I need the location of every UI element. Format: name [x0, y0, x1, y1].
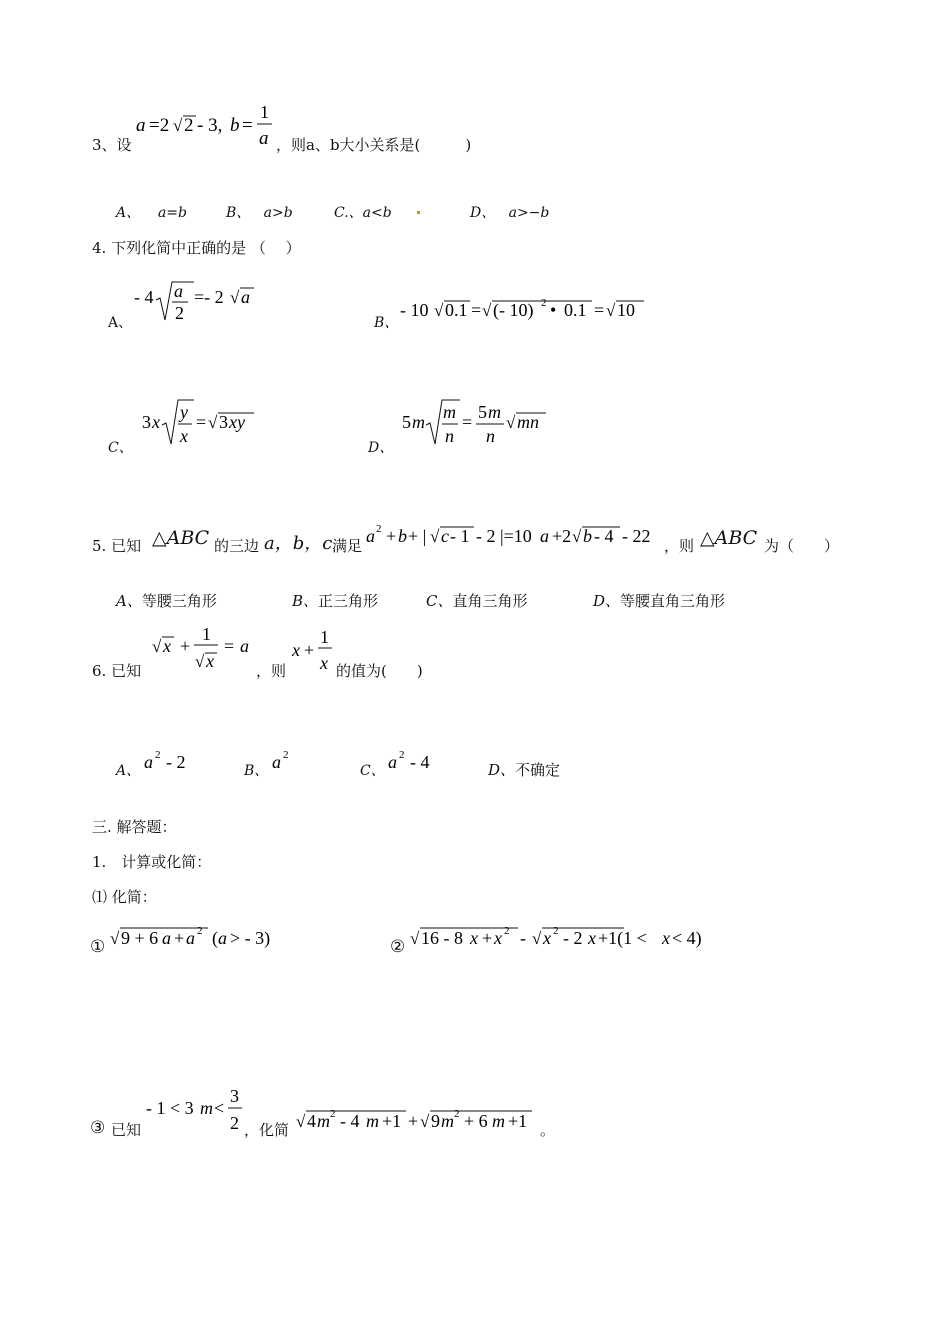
- svg-text:2: 2: [184, 115, 194, 136]
- q3-option-d: D、 a>−b: [470, 205, 550, 221]
- q6-then: ，则: [256, 662, 287, 680]
- q5-then: ，则: [664, 537, 695, 555]
- q6-tail: 的值为( ): [336, 662, 423, 680]
- svg-text:√: √: [430, 527, 440, 546]
- svg-text:a: a: [162, 928, 171, 948]
- q5-mid: 的三边: [214, 537, 260, 555]
- q6-given: [150, 622, 260, 678]
- svg-text:- 3,: - 3,: [197, 115, 223, 136]
- problem-3-expr: [294, 1102, 544, 1136]
- svg-text:+: +: [386, 526, 397, 546]
- svg-text:y: y: [180, 402, 188, 422]
- svg-text:mn: mn: [517, 412, 539, 432]
- svg-text:=: =: [594, 300, 605, 320]
- svg-text:- 4: - 4: [340, 1111, 360, 1131]
- svg-text:x: x: [470, 928, 478, 948]
- svg-text:5: 5: [478, 402, 487, 422]
- q6-option-c-formula: [386, 748, 446, 774]
- svg-text:√: √: [572, 527, 582, 546]
- svg-text:3: 3: [142, 412, 151, 432]
- svg-text:a: a: [186, 928, 195, 948]
- svg-text:2: 2: [175, 303, 184, 323]
- svg-text:a: a: [218, 928, 227, 948]
- q5-triangle-repeat: △ABC: [700, 527, 758, 549]
- svg-text:(- 10): (- 10): [493, 300, 534, 320]
- svg-text:n: n: [486, 426, 495, 446]
- svg-text:1: 1: [202, 624, 211, 644]
- q5-triangle: △ABC: [152, 527, 210, 549]
- svg-text:0.1: 0.1: [564, 300, 587, 320]
- svg-text:3: 3: [219, 412, 228, 432]
- svg-text:m: m: [443, 402, 456, 422]
- svg-text:a: a: [366, 526, 375, 546]
- svg-text:m: m: [317, 1111, 330, 1131]
- svg-text:- 2 |=10: - 2 |=10: [476, 526, 532, 546]
- svg-text:2: 2: [330, 1108, 336, 1120]
- svg-text:√: √: [195, 652, 205, 671]
- svg-text:√: √: [152, 637, 162, 656]
- svg-text:√: √: [532, 929, 542, 948]
- q6-target: [290, 624, 336, 676]
- svg-text:=2: =2: [149, 115, 170, 136]
- svg-text:x: x: [494, 928, 502, 948]
- svg-text:x: x: [152, 412, 160, 432]
- svg-text:=: =: [242, 115, 253, 136]
- svg-text:2: 2: [541, 297, 547, 309]
- problem-3-prefix: 已知: [111, 1121, 142, 1139]
- svg-text:- 2: - 2: [563, 928, 583, 948]
- svg-text:n: n: [445, 426, 454, 446]
- q4-option-b-label: B、: [374, 315, 399, 331]
- svg-text:xy: xy: [229, 412, 245, 432]
- svg-text:1: 1: [320, 627, 329, 647]
- svg-text:m: m: [488, 402, 501, 422]
- svg-text:√: √: [434, 301, 444, 320]
- svg-text:m: m: [200, 1098, 213, 1118]
- q4-option-b-formula: [398, 290, 658, 326]
- svg-text:2: 2: [454, 1108, 460, 1120]
- svg-text:a: a: [240, 636, 249, 656]
- svg-text:2: 2: [399, 749, 405, 761]
- svg-text:2: 2: [155, 749, 161, 761]
- svg-text:=: =: [462, 412, 473, 432]
- svg-text:4: 4: [307, 1111, 316, 1131]
- svg-text:a: a: [540, 526, 549, 546]
- svg-text:=: =: [471, 300, 482, 320]
- svg-text:2: 2: [553, 925, 559, 937]
- q4-option-d-formula: [400, 394, 560, 454]
- q5-option-d: D、等腰直角三角形: [593, 592, 726, 610]
- problem-1-formula: [108, 920, 278, 954]
- svg-text:x: x: [543, 928, 551, 948]
- svg-text:+1(1 <: +1(1 <: [598, 928, 647, 948]
- svg-text:10: 10: [617, 300, 635, 320]
- q4-stem: 4. 下列化简中正确的是 （ ）: [92, 239, 301, 257]
- svg-text:1: 1: [260, 102, 269, 122]
- svg-text:x: x: [588, 928, 596, 948]
- svg-text:- 10: - 10: [400, 300, 429, 320]
- svg-text:a: a: [136, 115, 146, 136]
- svg-text:3: 3: [230, 1086, 239, 1106]
- q3-option-b: B、 a>b: [226, 205, 293, 221]
- q3-option-a: A、 a=b: [116, 205, 187, 221]
- svg-text:a: a: [174, 281, 183, 301]
- svg-text:m: m: [492, 1111, 505, 1131]
- svg-text:- 1: - 1: [450, 526, 470, 546]
- section-title: 三. 解答题：: [92, 818, 177, 836]
- svg-text:x: x: [320, 653, 328, 673]
- svg-text:b: b: [230, 115, 240, 136]
- q5-prefix: 5. 已知: [92, 537, 142, 555]
- q5-tail: 为（ ）: [764, 537, 840, 555]
- svg-text:<: <: [214, 1098, 225, 1118]
- svg-text:+1: +1: [508, 1111, 528, 1131]
- svg-text:√: √: [506, 413, 516, 432]
- svg-text:2: 2: [504, 925, 510, 937]
- svg-text:+1: +1: [382, 1111, 402, 1131]
- svg-text:+ |: + |: [408, 526, 427, 546]
- svg-text:- 1 < 3: - 1 < 3: [146, 1098, 194, 1118]
- svg-text:x: x: [163, 636, 171, 656]
- stray-dot: [417, 211, 420, 214]
- svg-text:- 4: - 4: [134, 287, 154, 307]
- svg-text:m: m: [366, 1111, 379, 1131]
- svg-text:2: 2: [197, 925, 203, 937]
- problem-3-mid: ，化简: [244, 1121, 290, 1139]
- svg-text:a: a: [241, 287, 250, 307]
- svg-text:0.1: 0.1: [445, 300, 468, 320]
- svg-text:< 4): < 4): [672, 928, 702, 948]
- q4-option-c-formula: [140, 394, 270, 454]
- svg-text:√: √: [606, 301, 616, 320]
- svg-text:9: 9: [431, 1111, 440, 1131]
- svg-text:√: √: [296, 1112, 306, 1131]
- q4-option-a-formula: [132, 276, 262, 336]
- q4-option-a-label: A、: [108, 315, 133, 331]
- svg-text:m: m: [412, 412, 425, 432]
- svg-text:x: x: [292, 640, 300, 660]
- q6-option-b-formula: [270, 748, 300, 774]
- svg-text:5: 5: [402, 412, 411, 432]
- svg-text:b: b: [398, 526, 407, 546]
- svg-text:=- 2: =- 2: [194, 287, 224, 307]
- problem-1-marker: ①: [90, 937, 106, 957]
- problem-2-formula: [408, 920, 708, 954]
- q6-option-a-formula: [142, 748, 202, 774]
- section-sub-1: ⑴ 化简：: [92, 888, 157, 906]
- q6-prefix: 6. 已知: [92, 662, 142, 680]
- svg-text:√: √: [410, 929, 420, 948]
- q5-cond-label: 满足: [332, 537, 363, 555]
- q5-vars: a，b，c: [264, 533, 333, 554]
- q4-option-c-label: C、: [108, 440, 133, 456]
- q6-option-a-label: A、: [116, 763, 141, 779]
- svg-text:m: m: [441, 1111, 454, 1131]
- q4-option-d-label: D、: [368, 440, 394, 456]
- svg-text:+: +: [408, 1111, 419, 1131]
- svg-text:•: •: [550, 300, 557, 320]
- q3-suffix: ，则a、b大小关系是( ): [276, 136, 472, 154]
- svg-text:> - 3): > - 3): [230, 928, 271, 948]
- svg-text:√: √: [208, 413, 218, 432]
- svg-text:a: a: [272, 752, 281, 772]
- svg-text:- 4: - 4: [410, 752, 430, 772]
- svg-text:- 2: - 2: [166, 752, 186, 772]
- svg-text:√: √: [110, 929, 120, 948]
- svg-text:a: a: [259, 128, 269, 149]
- problem-3-marker: ③: [90, 1118, 106, 1138]
- svg-text:+: +: [174, 928, 185, 948]
- svg-text:√: √: [173, 116, 183, 135]
- svg-text:(: (: [212, 928, 218, 948]
- svg-text:a: a: [388, 752, 397, 772]
- problem-3-condition: [144, 1084, 248, 1140]
- svg-text:+: +: [304, 640, 315, 660]
- svg-text:=: =: [224, 636, 235, 656]
- svg-text:√: √: [420, 1112, 430, 1131]
- svg-text:=: =: [196, 412, 207, 432]
- q6-option-b-label: B、: [244, 763, 269, 779]
- svg-text:+: +: [482, 928, 493, 948]
- q3-option-c: C.、a<b: [334, 205, 392, 221]
- q5-option-a: A、等腰三角形: [116, 592, 217, 610]
- q6-option-d: D、不确定: [488, 761, 561, 779]
- svg-text:c: c: [441, 526, 449, 546]
- svg-text:√: √: [482, 301, 492, 320]
- svg-text:+: +: [180, 636, 191, 656]
- svg-text:a: a: [144, 752, 153, 772]
- q5-option-b: B、正三角形: [292, 592, 379, 610]
- svg-text:9 + 6: 9 + 6: [121, 928, 159, 948]
- svg-text:-: -: [520, 928, 526, 948]
- svg-text:+ 6: + 6: [464, 1111, 488, 1131]
- svg-text:√: √: [230, 288, 240, 307]
- svg-text:16 - 8: 16 - 8: [421, 928, 463, 948]
- q5-condition: [364, 518, 664, 554]
- svg-text:x: x: [662, 928, 670, 948]
- svg-text:+2: +2: [552, 526, 572, 546]
- svg-text:- 22: - 22: [622, 526, 651, 546]
- svg-text:x: x: [206, 651, 214, 671]
- svg-text:2: 2: [283, 749, 289, 761]
- svg-text:- 4: - 4: [594, 526, 614, 546]
- q3-prefix: 3、设: [92, 136, 132, 154]
- svg-text:x: x: [180, 426, 188, 446]
- svg-text:b: b: [583, 526, 592, 546]
- q6-option-c-label: C、: [360, 763, 385, 779]
- svg-text:2: 2: [230, 1113, 239, 1133]
- svg-text:2: 2: [376, 523, 382, 535]
- q5-option-c: C、直角三角形: [426, 592, 528, 610]
- section-item-1: 1. 计算或化简：: [92, 853, 212, 871]
- problem-2-marker: ②: [390, 937, 406, 957]
- problem-3-end: 。: [540, 1121, 556, 1139]
- q3-formula: [134, 100, 279, 156]
